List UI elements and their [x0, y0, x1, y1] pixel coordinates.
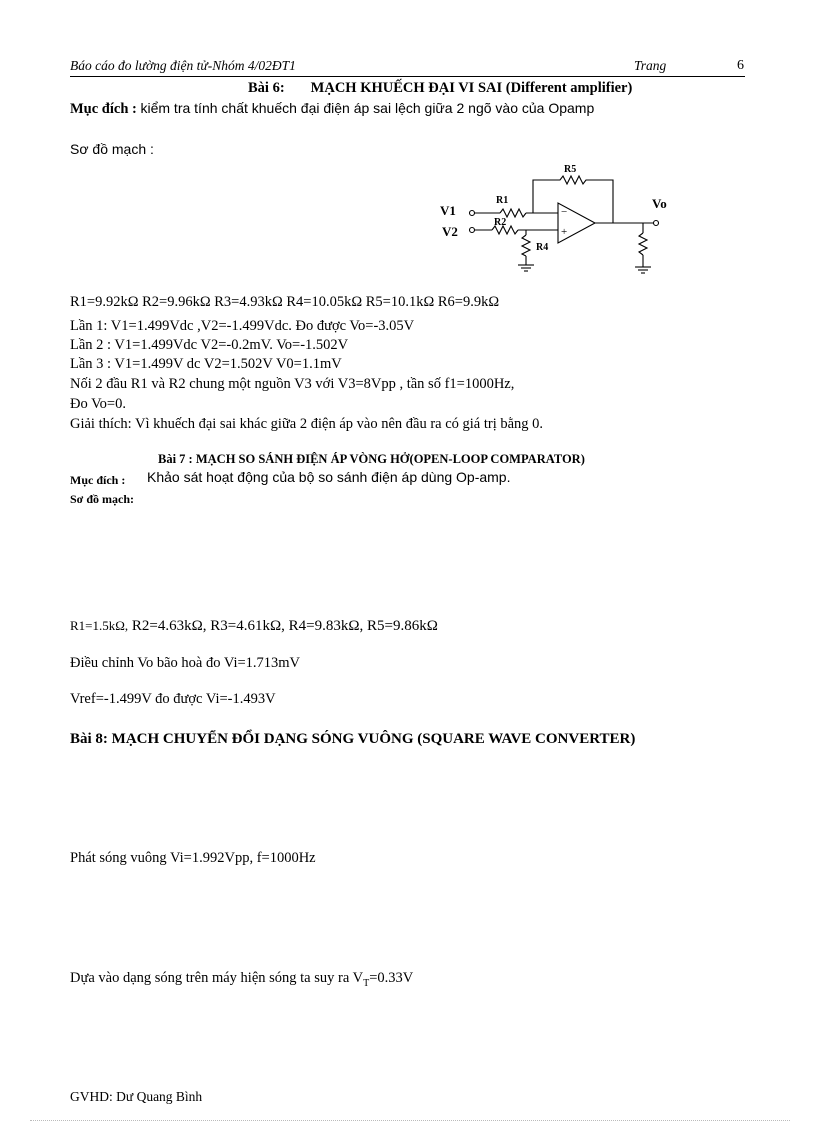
vo-label: Vo — [652, 196, 667, 211]
bai8-title: Bài 8: MẠCH CHUYỂN ĐỔI DẠNG SÓNG VUÔNG (SQUARE WAVE CONVERTER) — [70, 731, 636, 747]
bai6-line: Nối 2 đầu R1 và R2 chung một nguồn V3 với V3=8Vpp , tần số f1=1000Hz, — [70, 376, 515, 392]
bai6-line: Lần 3 : V1=1.499V dc V2=1.502V V0=1.1mV — [70, 356, 342, 372]
r2-label: R2 — [494, 217, 507, 228]
bai6-purpose-text: kiểm tra tính chất khuếch đại điện áp sai lệch giữa 2 ngõ vào của Opamp — [140, 100, 595, 116]
svg-text:+: + — [561, 226, 568, 238]
bai7-diagram-label: Sơ đồ mạch: — [70, 492, 134, 506]
bai8-vt-text: Dựa vào dạng sóng trên máy hiện sóng ta suy ra V — [70, 970, 364, 986]
bai6-line: Đo Vo=0. — [70, 396, 126, 412]
bai6-purpose-label: Mục đích : — [70, 101, 137, 117]
bai7-purpose-text: Khảo sát hoạt động của bộ so sánh điện áp dùng Op-amp. — [147, 469, 511, 485]
bai7-line: Điều chỉnh Vo bão hoà đo Vi=1.713mV — [70, 655, 301, 671]
header-page-label: Trang — [634, 58, 667, 73]
bai7-component-values — [70, 617, 438, 635]
bai6-title-text: MẠCH KHUẾCH ĐẠI VI SAI (Different amplifier) — [310, 80, 633, 96]
load-resistor — [639, 233, 647, 255]
bai6-line: Giải thích: Vì khuếch đại sai khác giữa 2 điện áp vào nên đầu ra có giá trị bằng 0. — [70, 416, 544, 432]
bai7-purpose-label: Mục đích : — [70, 473, 126, 487]
bai8-line: Phát sóng vuông Vi=1.992Vpp, f=1000Hz — [70, 850, 316, 866]
r1-label: R1 — [496, 195, 509, 206]
bai6-line: Lần 1: V1=1.499Vdc ,V2=-1.499Vdc. Đo được Vo=-3.05V — [70, 318, 415, 334]
header-rule — [70, 76, 745, 77]
bai8-line-vt — [70, 970, 413, 989]
bai7-title: Bài 7 : MẠCH SO SÁNH ĐIỆN ÁP VÒNG HỞ(OPEN-LOOP COMPARATOR) — [158, 452, 585, 466]
svg-text:−: − — [561, 206, 568, 218]
bai7-values-rest: R2=4.63kΩ, R3=4.61kΩ, R4=9.83kΩ, R5=9.86kΩ — [128, 618, 438, 634]
bai6-line: Lần 2 : V1=1.499Vdc V2=-0.2mV. Vo=-1.502V — [70, 337, 349, 353]
diff-amp-circuit-diagram — [430, 155, 690, 280]
header-page-number: 6 — [737, 58, 744, 73]
bai6-purpose — [70, 100, 594, 118]
r4-label: R4 — [536, 242, 549, 253]
bai6-prefix: Bài 6: — [248, 80, 285, 96]
r4-resistor — [522, 235, 530, 256]
v2-label: V2 — [442, 224, 458, 239]
v1-label: V1 — [440, 203, 456, 218]
bai6-diagram-label: Sơ đồ mạch : — [70, 141, 154, 157]
r5-resistor — [533, 176, 613, 223]
bai8-vt-subscript: T — [363, 977, 370, 989]
footer-supervisor: GVHD: Dư Quang Bình — [70, 1089, 203, 1104]
r5-label: R5 — [564, 164, 577, 175]
bai7-values-first: R1=1.5kΩ, — [70, 618, 129, 633]
bai6-component-values: R1=9.92kΩ R2=9.96kΩ R3=4.93kΩ R4=10.05kΩ R5=10.1kΩ R6=9.9kΩ — [70, 294, 500, 310]
footer-rule — [30, 1120, 790, 1121]
bai7-line: Vref=-1.499V đo được Vi=-1.493V — [70, 691, 276, 707]
bai8-vt-value: =0.33V — [369, 970, 414, 986]
r1-resistor — [500, 209, 526, 217]
header-title: Báo cáo đo lường điện tử-Nhóm 4/02ĐT1 — [70, 58, 296, 73]
bai6-title — [248, 80, 632, 97]
